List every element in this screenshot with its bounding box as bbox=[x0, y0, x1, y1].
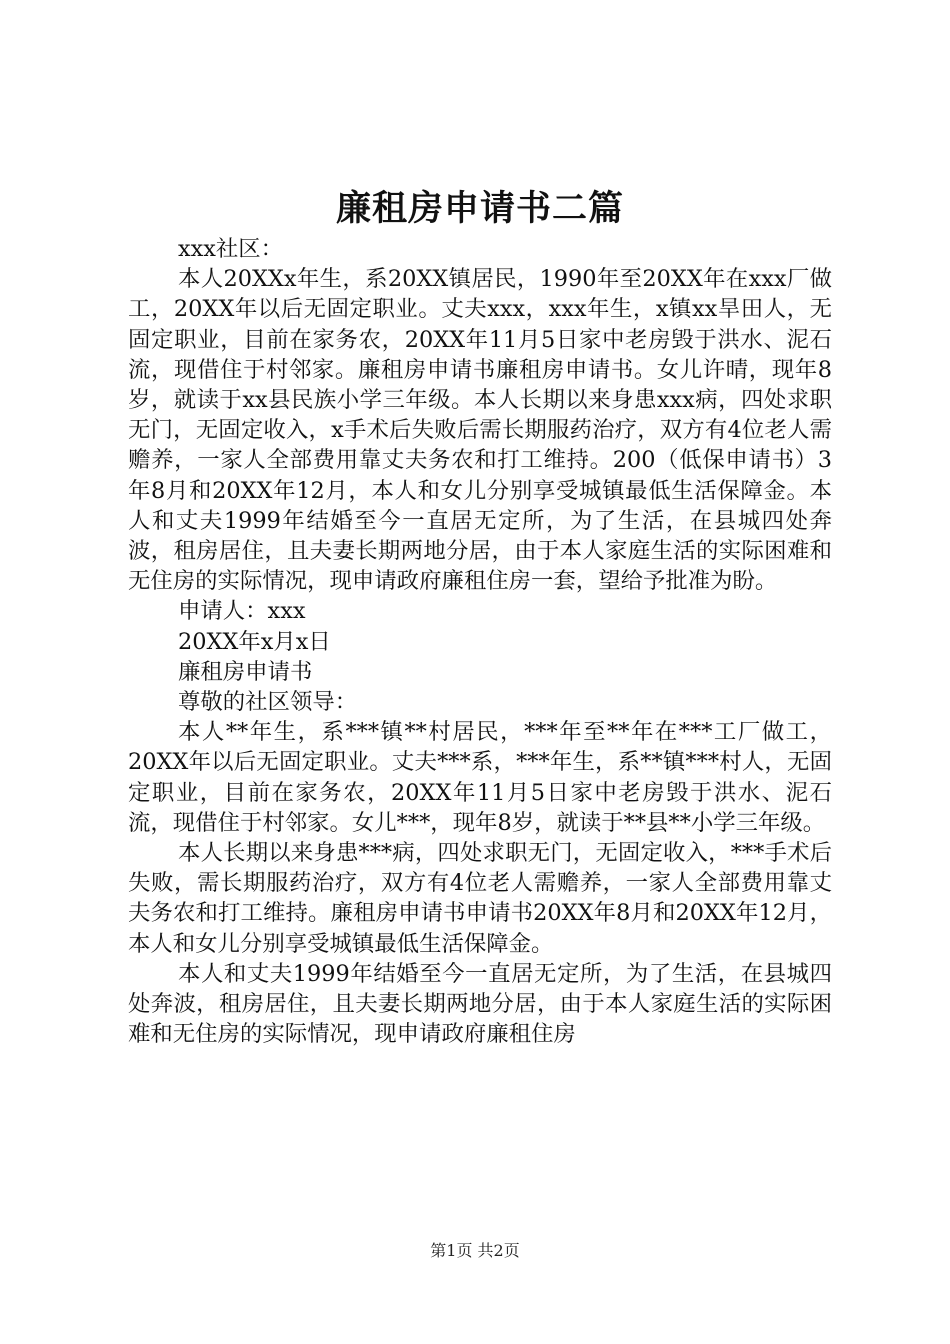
application-paragraph-1: 本人20XXx年生，系20XX镇居民，1990年至20XX年在xxx厂做工，20XX年以后无固定职业。丈夫xxx，xxx年生，x镇xx旱田人，无固定职业，目前在家务农，20XX年11月5日家中老房毁于洪水、泥石流，现借住于村邻家。廉租房申请书廉租房申请书。女儿许晴，现年8岁，就读于xx县民族小学三年级。本人长期以来身患xxx病，四处求职无门，无固定收入，x手术后失败后需长期服药治疗，双方有4位老人需赡养，一家人全部费用靠丈夫务农和打工维持。200（低保申请书）3年8月和20XX年12月，本人和女儿分别享受城镇最低生活保障金。本人和丈夫1999年结婚至今一直居无定所，为了生活，在县城四处奔波，租房居住，且夫妻长期两地分居，由于本人家庭生活的实际困难和无住房的实际情况，现申请政府廉租住房一套，望给予批准为盼。 bbox=[128, 266, 832, 595]
salutation-community: xxx社区： bbox=[178, 236, 284, 262]
document-title: 廉租房申请书二篇 bbox=[335, 188, 624, 229]
second-letter-heading: 廉租房申请书 bbox=[178, 658, 313, 685]
application-paragraph-4: 本人和丈夫1999年结婚至今一直居无定所，为了生活，在县城四处奔波，租房居住，且夫妻长期两地分居，由于本人家庭生活的实际困难和无住房的实际情况，现申请政府廉租住房 bbox=[128, 960, 832, 1048]
document-body bbox=[128, 234, 832, 1049]
applicant-line: 申请人：xxx bbox=[178, 598, 306, 625]
application-paragraph-2: 本人**年生，系***镇**村居民，***年至**年在***工厂做工，20XX年以后无固定职业。丈夫***系，***年生，系**镇***村人，无固定职业，目前在家务农，20XX年11月5日家中老房毁于洪水、泥石流，现借住于村邻家。女儿***，现年8岁，就读于**县**小学三年级。 bbox=[128, 719, 832, 836]
application-paragraph-3: 本人长期以来身患***病，四处求职无门，无固定收入，***手术后失败，需长期服药治疗，双方有4位老人需赡养，一家人全部费用靠丈夫务农和打工维持。廉租房申请书申请书20XX年8月和20XX年12月，本人和女儿分别享受城镇最低生活保障金。 bbox=[128, 840, 832, 957]
page-number-footer: 第1页 共2页 bbox=[430, 1241, 520, 1260]
document-page bbox=[128, 0, 832, 1344]
salutation-leaders: 尊敬的社区领导： bbox=[178, 689, 358, 716]
date-line: 20XX年x月x日 bbox=[178, 628, 331, 655]
